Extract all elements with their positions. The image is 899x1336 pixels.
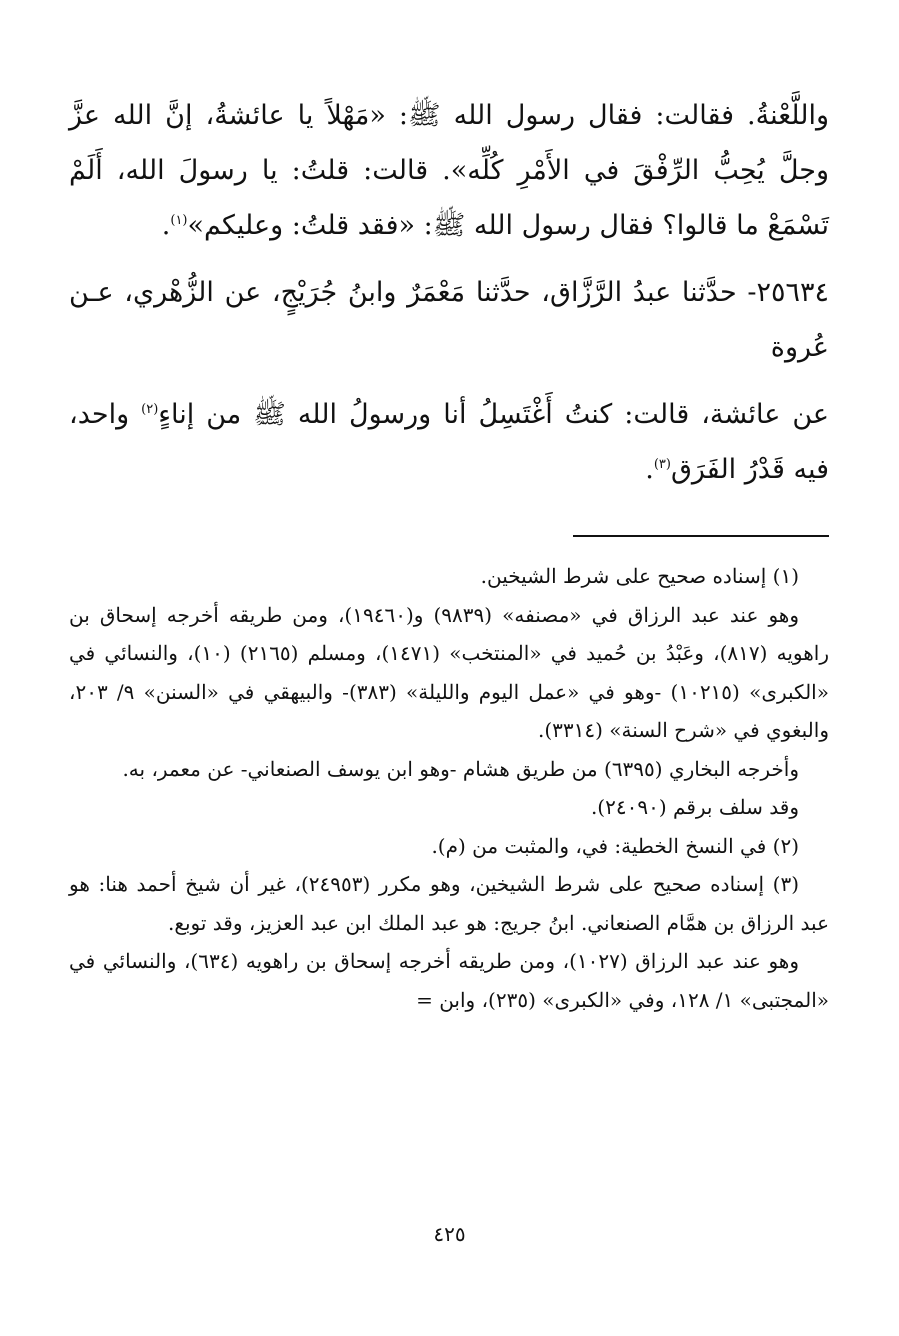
footnote-reference-2: (٢) [141,402,159,417]
footnote-1-sources: وهو عند عبد الرزاق في «مصنفه» (٩٨٣٩) و(١٩٤٦٠)، ومن طريقه أخرجه إسحاق بن راهويه (٨١٧)، وعَبْدُ بن حُميد في «المنتخب» (١٤٧١)، ومسلم (٢١٦٥) (١٠)، والنسائي في «الكبرى» (١٠٢١٥) -وهو في «عمل اليوم والليلة» (٣٨٣)- والبيهقي في «السنن» ٩/ ٢٠٣، والبغوي في «شرح السنة» (٣٣١٤). [69,602,830,742]
page-content [69,88,829,1019]
main-text [69,88,829,497]
footnote-1-previous: وقد سلف برقم (٢٤٠٩٠). [590,795,799,819]
hadith-paragraph-2 [69,265,829,375]
paragraph-end: . [645,454,654,485]
footnote-3-sources: وهو عند عبد الرزاق (١٠٢٧)، ومن طريقه أخرجه إسحاق بن راهويه (٦٣٤)، والنسائي في «المجتبى» ١/ ١٢٨، وفي «الكبرى» (٢٣٥)، وابن = [69,949,829,1012]
footnote-1-bukhari: وأخرجه البخاري (٦٣٩٥) من طريق هشام -وهو ابن يوسف الصنعاني- عن معمر، به. [122,756,799,781]
hadith-chain: - حدَّثنا عبدُ الرَّزَّاق، حدَّثنا مَعْمَرٌ وابنُ جُرَيْجٍ، عن الزُّهْري، عـن عُروة [69,277,829,363]
paragraph-text: واللَّعْنةُ. فقالت: فقال رسول الله ﷺ: «مَهْلاً يا عائشةُ، إنَّ الله عزَّ وجلَّ يُحِبُّ الرِّفْقَ في الأَمْرِ كُلِّه». قالت: قلتُ: يا رسولَ الله، أَلَمْ تَسْمَعْ ما قالوا؟ فقال رسول الله ﷺ: «فقد قلتُ: وعليكم» [69,100,829,241]
page-number: ٤٢٥ [433,1222,466,1246]
footnote-reference-3: (٣) [653,457,671,472]
footnote-2: (٢) في النسخ الخطية: في، والمثبت من (م). [431,833,799,858]
hadith-paragraph-3 [69,387,829,497]
footnotes [69,557,829,1019]
paragraph-text: عن عائشة، قالت: كنتُ أَغْتَسِلُ أنا ورسولُ الله ﷺ من إناءٍ [158,399,830,430]
paragraph-text: واحد، فيه قَدْرُ الفَرَق [69,399,829,485]
paragraph-end: . [161,210,171,241]
footnote-3: (٣) إسناده صحيح على شرط الشيخين، وهو مكرر (٢٤٩٥٣)، غير أن شيخ أحمد هنا: هو عبد الرزاق بن همَّام الصنعاني. ابنُ جريج: هو عبد الملك ابن عبد العزيز، وقد توبع. [69,872,829,935]
footnote-divider [573,535,829,537]
footnote-reference-1: (١) [170,213,188,228]
hadith-number: ٢٥٦٣٤ [756,277,829,308]
hadith-paragraph-1 [69,88,829,253]
footnote-1: (١) إسناده صحيح على شرط الشيخين. [480,564,799,588]
